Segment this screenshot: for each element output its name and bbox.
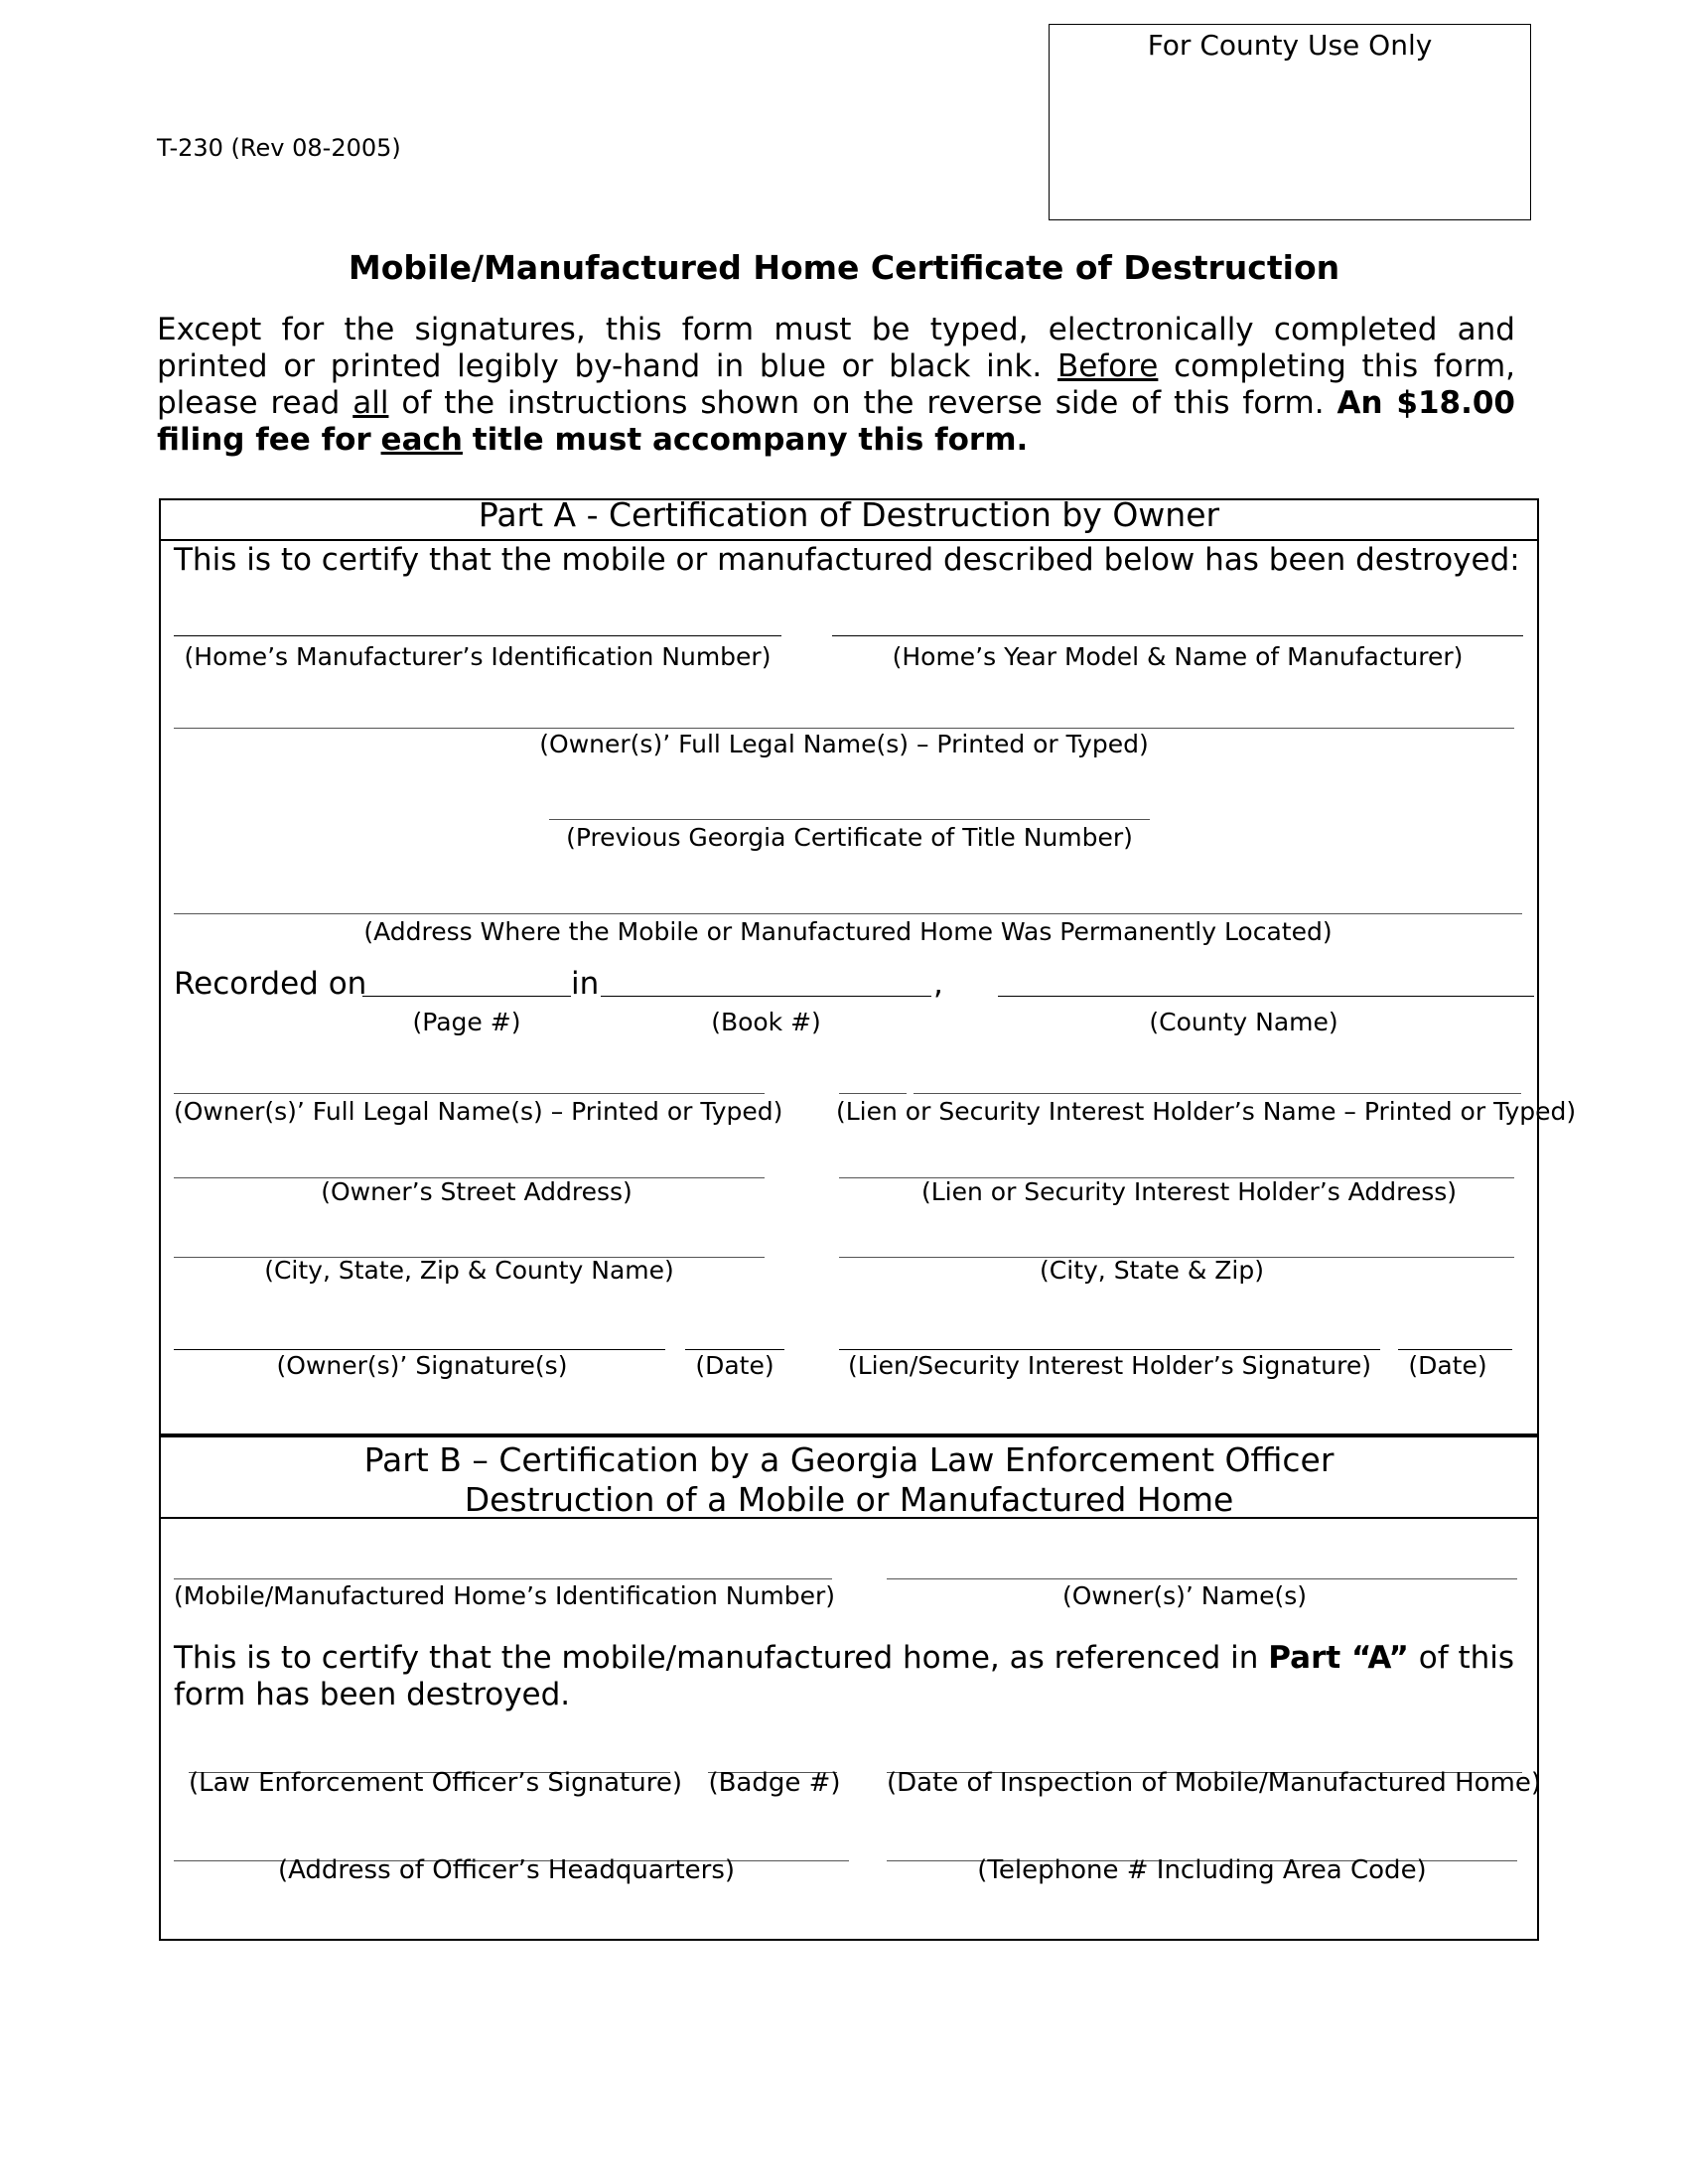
intro-each: each — [380, 422, 463, 458]
badge-label: (Badge #) — [708, 1768, 841, 1798]
owner-signature-field[interactable] — [174, 1349, 665, 1350]
book-number-label: (Book #) — [711, 1008, 821, 1036]
part-b-statement-3: form has been destroyed. — [174, 1677, 571, 1712]
recorded-on-text: Recorded on — [174, 966, 367, 1002]
hq-address-label: (Address of Officer’s Headquarters) — [277, 1855, 736, 1885]
intro-paragraph — [157, 312, 1515, 459]
owner-date-field[interactable] — [685, 1349, 784, 1350]
inspection-date-label: (Date of Inspection of Mobile/Manufactured Home) — [887, 1768, 1541, 1798]
year-model-label: (Home’s Year Model & Name of Manufacturer) — [892, 642, 1464, 671]
recorded-in-text: in — [571, 966, 600, 1002]
owner-legal-name-field[interactable] — [174, 728, 1514, 729]
lien-city-label: (City, State & Zip) — [1040, 1256, 1264, 1285]
owner-city-label: (City, State, Zip & County Name) — [264, 1256, 674, 1285]
home-id-field[interactable] — [174, 1578, 832, 1579]
form-code: T-230 (Rev 08-2005) — [157, 134, 401, 162]
county-name-label: (County Name) — [1149, 1008, 1338, 1036]
home-id-label: (Mobile/Manufactured Home’s Identification Number) — [174, 1581, 835, 1610]
form-title: Mobile/Manufactured Home Certificate of Destruction — [348, 248, 1340, 287]
page-number-label: (Page #) — [412, 1008, 521, 1036]
owner-legal-name-label: (Owner(s)’ Full Legal Name(s) – Printed or Typed) — [539, 730, 1149, 758]
previous-title-label: (Previous Georgia Certificate of Title Number) — [566, 823, 1133, 852]
location-address-label: (Address Where the Mobile or Manufactured Home Was Permanently Located) — [363, 917, 1333, 946]
part-a-title: Part A - Certification of Destruction by Owner — [478, 495, 1220, 534]
manufacturer-id-field[interactable] — [174, 635, 781, 636]
owner-names-label: (Owner(s)’ Name(s) — [1061, 1581, 1308, 1610]
lien-holder-name-field-a[interactable] — [839, 1093, 907, 1094]
previous-title-field[interactable] — [549, 819, 1150, 820]
owner-name-2-field[interactable] — [174, 1093, 765, 1094]
lien-address-label: (Lien or Security Interest Holder’s Address) — [920, 1177, 1457, 1206]
intro-text-2: completing this form, please read — [157, 348, 1516, 421]
part-b-statement — [174, 1640, 1514, 1713]
county-use-label: For County Use Only — [1147, 29, 1433, 62]
intro-all: all — [352, 385, 389, 421]
owner-signature-label: (Owner(s)’ Signature(s) — [276, 1351, 568, 1380]
part-b-title-2: Destruction of a Mobile or Manufactured Home — [464, 1480, 1234, 1519]
lien-date-label: (Date) — [1408, 1351, 1487, 1380]
telephone-label: (Telephone # Including Area Code) — [977, 1855, 1427, 1885]
part-b-title-1: Part B – Certification by a Georgia Law Enforcement Officer — [363, 1440, 1335, 1479]
owner-street-label: (Owner’s Street Address) — [321, 1177, 633, 1206]
manufacturer-id-label: (Home’s Manufacturer’s Identification Number) — [184, 642, 772, 671]
owner-names-field[interactable] — [887, 1578, 1517, 1579]
county-name-field[interactable] — [998, 996, 1534, 997]
lien-date-field[interactable] — [1398, 1349, 1512, 1350]
lien-signature-label: (Lien/Security Interest Holder’s Signature) — [847, 1351, 1371, 1380]
intro-text-1: Except for the signatures, this form must be typed, electronically completed and printed or printed legibly by-hand in blue or black ink. — [157, 312, 1515, 384]
lien-signature-field[interactable] — [839, 1349, 1380, 1350]
intro-before: Before — [1057, 348, 1159, 384]
owner-date-label: (Date) — [695, 1351, 774, 1380]
part-a-title-divider — [159, 539, 1539, 541]
intro-fee-1: An $18.00 filing fee for — [157, 385, 1515, 458]
officer-signature-label: (Law Enforcement Officer’s Signature) — [189, 1768, 682, 1798]
page-number-field[interactable] — [362, 996, 571, 997]
part-b-title-divider — [159, 1517, 1539, 1519]
recorded-comma: , — [933, 966, 943, 1002]
book-number-field[interactable] — [601, 996, 931, 997]
lien-holder-name-field[interactable] — [914, 1093, 1521, 1094]
intro-text-3: of the instructions shown on the reverse side of this form. — [401, 385, 1325, 421]
owner-name-2-label: (Owner(s)’ Full Legal Name(s) – Printed or Typed) — [174, 1097, 783, 1126]
part-a-statement: This is to certify that the mobile or manufactured described below has been destroyed: — [174, 542, 1520, 578]
part-b-statement-1: This is to certify that the mobile/manufactured home, as referenced in — [174, 1640, 1259, 1676]
lien-holder-name-label: (Lien or Security Interest Holder’s Name – Printed or Typed) — [836, 1097, 1577, 1126]
county-use-box — [1049, 24, 1531, 220]
year-model-field[interactable] — [832, 635, 1523, 636]
location-address-field[interactable] — [174, 913, 1522, 914]
part-b-statement-bold: Part “A” — [1268, 1640, 1409, 1676]
intro-fee-2: title must accompany this form. — [472, 422, 1029, 458]
part-b-statement-2: of this — [1418, 1640, 1515, 1676]
